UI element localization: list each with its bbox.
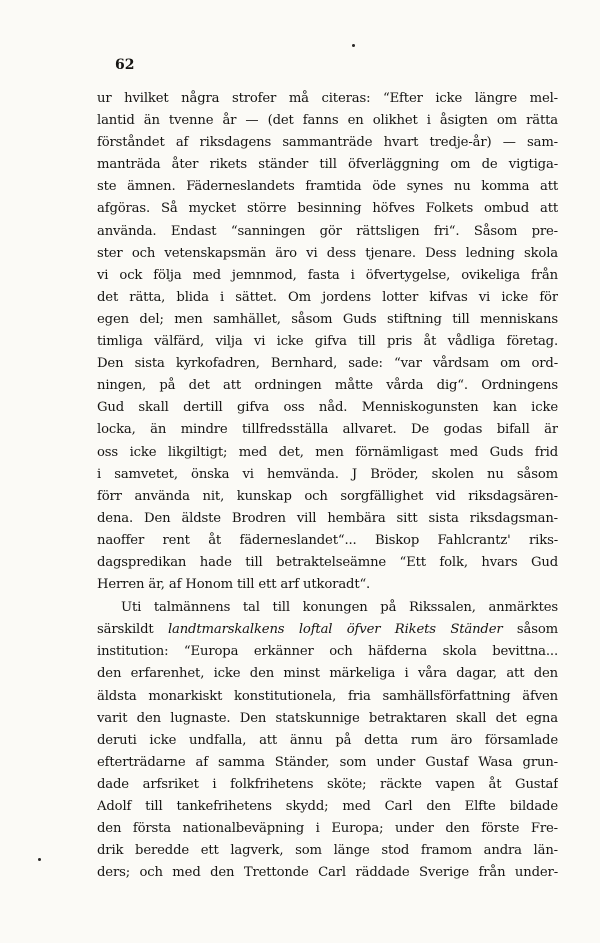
text-line: oss icke likgiltigt; med det, men förnämligast med Guds frid: [97, 444, 558, 460]
paragraph-start-line: Uti talmännens tal till konungen på Rikssalen, anmärktes: [121, 600, 558, 616]
body-text: [97, 88, 558, 884]
text-line: locka, än mindre tillfredsställa allvaret. De godas bifall är: [97, 422, 558, 438]
text-line: lantid än tvenne år — (det fanns en olikhet i åsigten om rätta: [97, 113, 558, 129]
text-line: ders; och med den Trettonde Carl räddade Sverige från under-: [97, 865, 558, 881]
text-line: äldsta monarkiskt konstitutionela, fria samhällsförfattning äfven: [97, 688, 558, 704]
text-line: Gud skall dertill gifva oss nåd. Menniskogunsten kan icke: [97, 400, 558, 416]
page-number: 62: [115, 57, 135, 73]
text-line: drik beredde ett lagverk, som länge stod framom andra län-: [97, 843, 558, 859]
text-line: timliga välfärd, vilja vi icke gifva till pris åt vådliga företag.: [97, 334, 558, 350]
text-line-with-italics: [97, 619, 558, 641]
italic-term: loftal öfver Rikets Ständer: [298, 622, 503, 638]
print-speck: [352, 44, 355, 47]
text-line: ningen, på det att ordningen måtte vårda dig“. Ordningens: [97, 378, 558, 394]
text-line: manträda åter rikets ständer till öfverläggning om de vigtiga-: [97, 157, 558, 173]
text-line: använda. Endast “sanningen gör rättsligen fri“. Såsom pre-: [97, 223, 558, 239]
text-line: naoffer rent åt fäderneslandet“... Biskop Fahlcrantz' riks-: [97, 532, 558, 548]
text-line: ur hvilket några strofer må citeras: “Efter icke längre mel-: [97, 91, 558, 106]
text-line: dade arfsriket i folkfrihetens sköte; räckte vapen åt Gustaf: [97, 776, 558, 792]
text-line: Herren är, af Honom till ett arf utkoradt“.: [97, 577, 371, 593]
text-line: varit den lugnaste. Den statskunnige betraktaren skall det egna: [97, 710, 558, 726]
italic-term: landtmarskalkens: [167, 622, 285, 638]
text-line: förr använda nit, kunskap och sorgfällighet vid riksdagsären-: [97, 488, 558, 504]
text-line: den erfarenhet, icke den minst märkeliga i våra dagar, att den: [97, 666, 558, 682]
text-line: efterträdarne af samma Ständer, som under Gustaf Wasa grun-: [97, 754, 558, 770]
text-line: ste ämnen. Fäderneslandets framtida öde synes nu komma att: [97, 179, 558, 195]
text-line: förståndet af riksdagens sammanträde hvart tredje-år) — sam-: [97, 135, 558, 151]
text-line: institution: “Europa erkänner och häfderna skola bevittna...: [97, 644, 558, 660]
text-segment: särskildt: [97, 622, 168, 638]
text-line: det rätta, blida i sättet. Om jordens lotter kifvas vi icke för: [97, 289, 558, 305]
text-line: i samvetet, önska vi hemvända. J Bröder, skolen nu såsom: [97, 466, 558, 482]
text-line: egen del; men samhället, såsom Guds stiftning till menniskans: [97, 311, 558, 327]
text-line: dena. Den äldste Brodren vill hembära sitt sista riksdagsman-: [97, 510, 558, 526]
text-line: afgöras. Så mycket större besinning höfves Folkets ombud att: [97, 201, 558, 217]
text-line: dagspredikan hade till betraktelseämne “Ett folk, hvars Gud: [97, 554, 558, 570]
text-line: vi ock följa med jemnmod, fasta i öfvertygelse, ovikeliga från: [97, 267, 558, 283]
text-line: Den sista kyrkofadren, Bernhard, sade: “var vårdsam om ord-: [97, 356, 558, 372]
text-line: deruti icke undfalla, att ännu på detta rum äro församlade: [97, 732, 558, 748]
text-segment: såsom: [502, 622, 558, 638]
print-speck: [38, 858, 41, 861]
text-line: den första nationalbeväpning i Europa; under den förste Fre-: [97, 821, 558, 837]
text-line: ster och vetenskapsmän äro vi dess tjenare. Dess ledning skola: [97, 245, 558, 261]
text-line: Adolf till tankefrihetens skydd; med Carl den Elfte bildade: [97, 799, 558, 814]
